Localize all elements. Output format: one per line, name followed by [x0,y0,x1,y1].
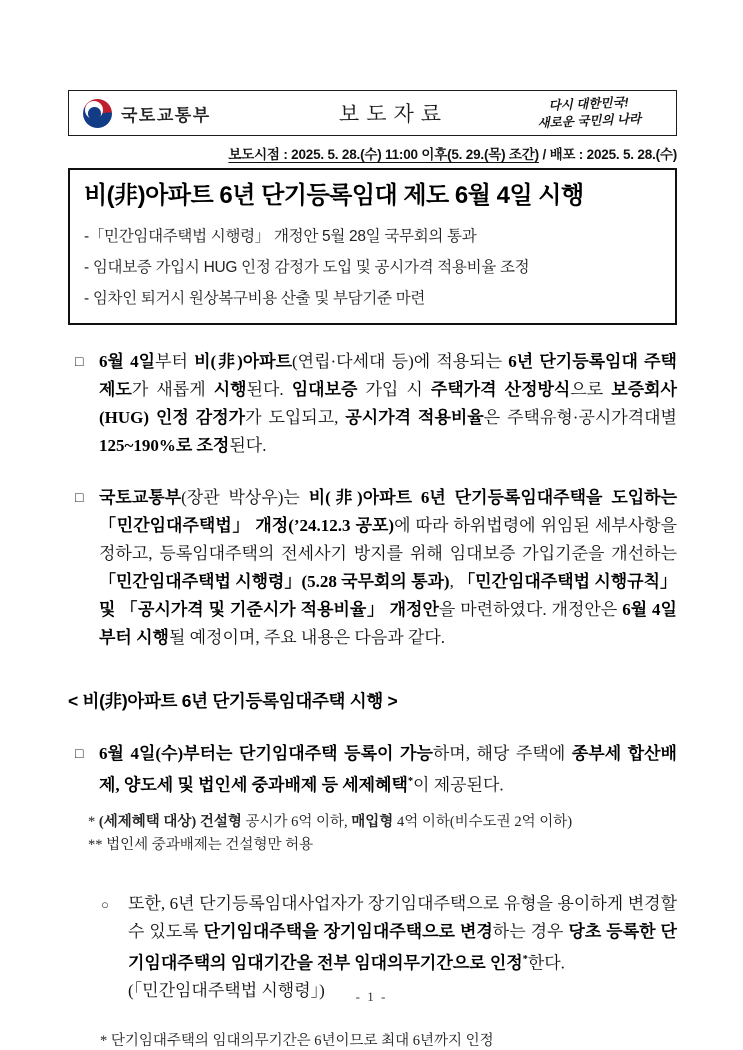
government-taegeuk-icon [83,99,112,128]
paragraph-type-change [68,890,677,1006]
paragraph-text: 6월 4일부터 비(非)아파트(연립·다세대 등)에 적용되는 6년 단기등록임대 주택 제도가 새롭게 시행된다. 임대보증 가입 시 주택가격 산정방식으로 보증회사(HUG) 인정 감정가가 도입되고, 공시가격 적용비율은 주택유형·공시가격대별 125~190%로 조정된다. [99,352,677,455]
paragraph-registration [68,740,677,800]
headline-bullet: - 임차인 퇴거시 원상복구비용 산출 및 부담기준 마련 [84,290,426,307]
footnote-line: ** 법인세 중과배제는 건설형만 허용 [88,836,314,853]
footnote-group-tax [68,811,677,857]
ministry-logo [83,99,273,128]
section-heading: < 비(非)아파트 6년 단기등록임대주택 시행 > [68,691,398,711]
headline-bullet-list [84,221,661,314]
footnote-duration: * 단기임대주택의 임대의무기간은 6년이므로 최대 6년까지 인정 [100,1033,494,1050]
document-type-label: 보도자료 [338,102,449,126]
square-bullet-icon: □ [75,355,84,370]
headline-bullet: - 임대보증 가입시 HUG 인정 감정가 도입 및 공시가격 적용비율 조정 [84,259,530,276]
document-header [68,90,677,136]
paragraph-text: 또한, 6년 단기등록임대사업자가 장기임대주택으로 유형을 용이하게 변경할 수 있도록 단기임대주택을 장기임대주택으로 변경하는 경우 당초 등록한 단기임대주택의 임대기간을 전부 임대의무기간으로 인정*한다. (「민간임대주택법 시행령」) [128,893,677,1001]
circle-bullet-icon: ○ [101,896,109,912]
page-number: - 1 - [355,989,388,1004]
paragraph-text: 6월 4일(수)부터는 단기임대주택 등록이 가능하며, 해당 주택에 종부세 합산배제, 양도세 및 법인세 중과배제 등 세제혜택*이 제공된다. [99,744,677,795]
embargo-line [68,143,677,163]
paragraph-text: 국토교통부(장관 박상우)는 비(非)아파트 6년 단기등록임대주택을 도입하는 「민간임대주택법」 개정(’24.12.3 공포)에 따라 하위법령에 위임된 세부사항을 정하고, 등록임대주택의 전세사기 방지를 위해 임대보증 가입기준을 개선하는 「민간임대주택법 시행령」(5.28 국무회의 통과), 「민간임대주택법 시행규칙」 및 「공시가격 및 기준시가 적용비율」 개정안을 마련하였다. 개정안은 6월 4일부터 시행될 예정이며, 주요 내용은 다음과 같다. [99,488,678,647]
slogan-line-1: 다시 대한민국! [548,95,629,113]
headline-title: 비(非)아파트 6년 단기등록임대 제도 6월 4일 시행 [84,182,584,209]
footnote-line: * (세제혜택 대상) 건설형 공시가 6억 이하, 매입형 4억 이하(비수도권 2억 이하) [88,813,573,830]
square-bullet-icon: □ [75,491,84,506]
slogan-line-2: 새로운 국민의 나라 [537,111,642,131]
document-body [68,348,677,1050]
paragraph-intro [68,348,677,460]
embargo-time: 보도시점 : 2025. 5. 28.(수) 11:00 이후(5. 29.(목) 조간) [228,147,539,162]
square-bullet-icon: □ [75,747,84,762]
paragraph-ministry [68,484,677,652]
headline-bullet: -「민간임대주택법 시행령」 개정안 5월 28일 국무회의 통과 [84,228,477,245]
ministry-name: 국토교통부 [121,105,211,125]
government-slogan [513,93,664,133]
headline-box [68,168,677,325]
release-date: / 배포 : 2025. 5. 28.(수) [538,147,677,162]
